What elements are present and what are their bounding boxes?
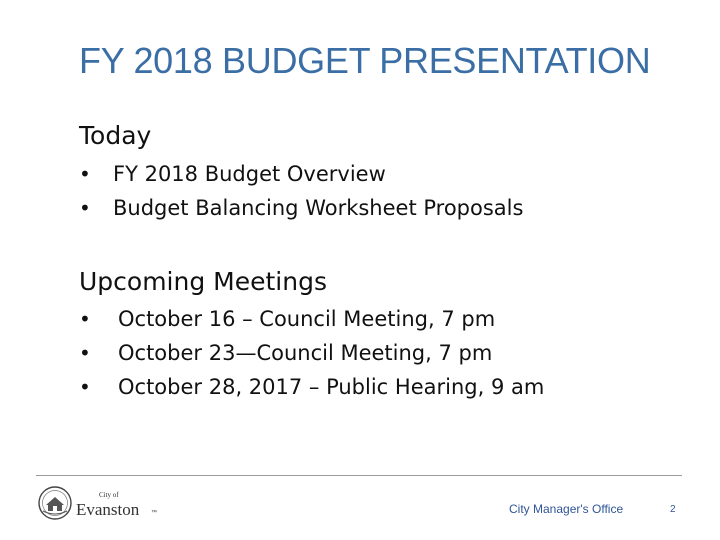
logo-trademark: ™ — [151, 510, 157, 516]
bullet-icon: • — [79, 375, 91, 399]
city-logo — [36, 484, 160, 524]
slide-title: FY 2018 BUDGET PRESENTATION — [79, 40, 651, 81]
bullet-icon: • — [79, 196, 91, 220]
section-heading-today: Today — [79, 121, 152, 150]
list-item-text: October 28, 2017 – Public Hearing, 9 am — [118, 375, 545, 399]
logo-small-text: City of — [99, 491, 119, 499]
section-heading-upcoming-meetings: Upcoming Meetings — [79, 267, 327, 296]
list-item-text: FY 2018 Budget Overview — [113, 162, 386, 186]
list-item-text: October 23—Council Meeting, 7 pm — [118, 341, 493, 365]
bullet-icon: • — [79, 341, 91, 365]
footer-divider — [36, 475, 682, 476]
city-seal-icon — [39, 487, 71, 519]
list-item-text: Budget Balancing Worksheet Proposals — [113, 196, 524, 220]
bullet-icon: • — [79, 307, 91, 331]
bullet-icon: • — [79, 162, 91, 186]
list-item-text: October 16 – Council Meeting, 7 pm — [118, 307, 496, 331]
footer-office-label: City Manager's Office — [509, 502, 624, 516]
logo-name-text: Evanston — [76, 500, 140, 519]
page-number: 2 — [670, 504, 676, 515]
